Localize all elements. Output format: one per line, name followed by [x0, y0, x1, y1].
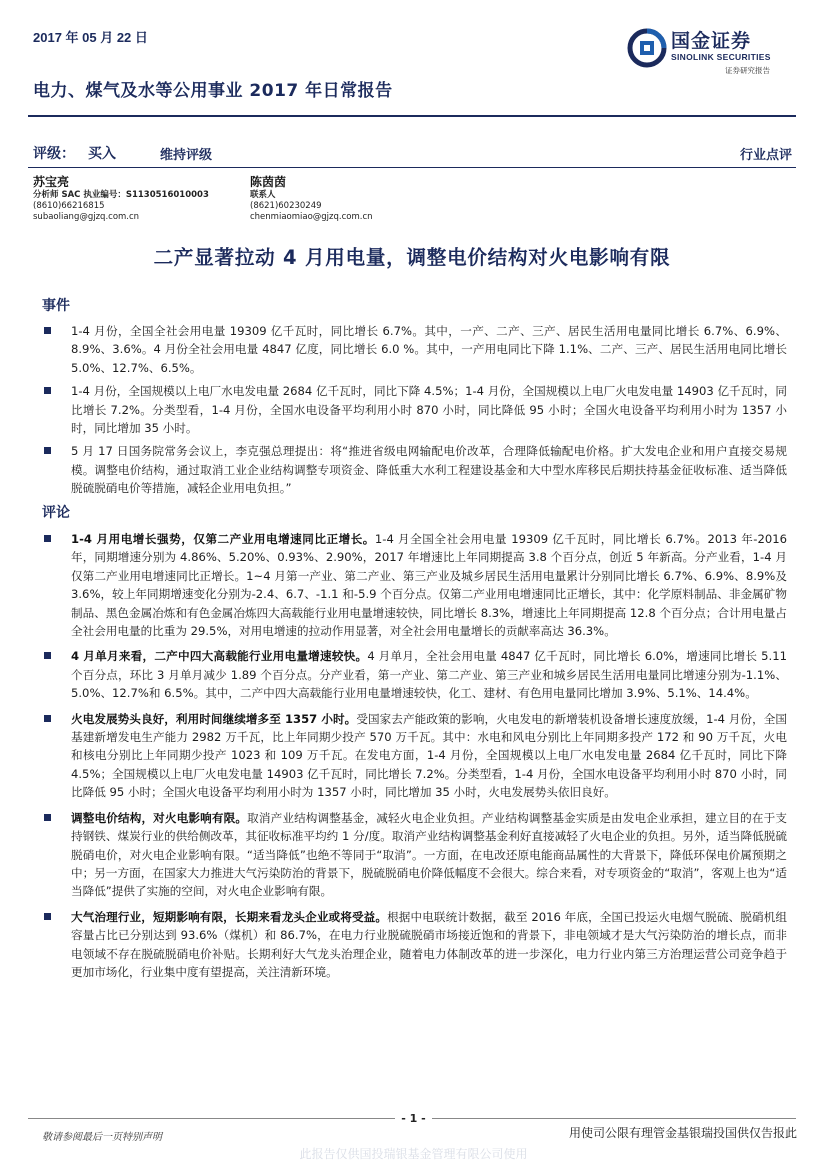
bullet-square-icon	[44, 814, 51, 821]
contact-email[interactable]: chenmiaomiao@gjzq.com.cn	[250, 212, 373, 222]
footer-usage-note: 用使司公限有理管金基银瑞投国供仅告报此	[568, 1126, 797, 1140]
report-type: 行业点评	[739, 148, 792, 163]
report-title: 电力、煤气及水等公用事业 2017 年日常报告	[33, 81, 393, 101]
list-item	[42, 647, 787, 702]
comments-list	[42, 530, 787, 981]
analyst-name: 苏宝亮	[33, 175, 70, 189]
analyst-email[interactable]: subaoliang@gjzq.com.cn	[33, 212, 140, 222]
list-item: 5 月 17 日国务院常务会议上，李克强总理提出：将“推进省级电网输配电价改革，合理降低输配电价格。扩大发电企业和用户直接交易规模。调整电价结构，通过取消工业企业结构调整专项资金、降低重大水利工程建设基金和大中型水库移民后期扶持基金征收标准、适当降低脱硫脱硝电价等措施，减轻企业用电负担。”	[42, 442, 787, 497]
list-item: 1-4 月份，全国规模以上电厂水电发电量 2684 亿千瓦时，同比下降 4.5%；1-4 月份，全国规模以上电厂火电发电量 14903 亿千瓦时，同比增长 7.2%。分类型看，1-4 月份，全国水电设备平均利用小时 870 小时，同比降低 95 小时；全国火电设备平均利用小时为 1357 小时，同比增加 35 小时。	[42, 382, 787, 437]
comments-heading: 评论	[42, 505, 70, 521]
rating-divider	[28, 167, 796, 168]
header-divider	[28, 115, 796, 117]
list-item: 1-4 月份，全国全社会用电量 19309 亿千瓦时，同比增长 6.7%。其中，一产、二产、三产、居民生活用电量同比增长 6.7%、6.9%、8.9%、3.6%。4 月份全社会用电量 4847 亿度，同比增长 6.0 %。其中，一产用电同比下降 1.1%、二产、三产、居民生活用电同比增长 5.0%、12.7%、6.5%。	[42, 322, 787, 377]
comment-body: 1-4 月全国全社会用电量 19309 亿千瓦时，同比增长 6.7%。2013 年-2016 年，同期增速分别为 4.86%、5.20%、0.93%、2.90%，2017 年增速比上年同期提高 3.8 个百分点，创近 5 年新高。分产业看，1-4 月仅第二产业用电增速同比正增长。1~4 月第一产业、第二产业、第三产业及城乡居民生活用电量累计分别同比增长 6.7%、6.9%、8.9%及 3.6%，较上年同期增速变化分别为-2.4、6.7、-1.1 和-5.9 个百分点。仅第二产业用电增速同比正增长，其中：化学原料制品、非金属矿物制品、黑色金属冶炼和有色金属冶炼四大高载能行业用电量增速较快，同比增长 8.3%，增速比上年同期提高 12.8 个百分点；合计用电量占全社会用电量的比重为 29.5%，对用电增速的拉动作用显著，对全社会用电量增长的贡献率高达 36.3%。	[71, 532, 787, 639]
contact-name: 陈茵茵	[250, 175, 287, 189]
comment-body: 取消产业结构调整基金，减轻火电企业负担。产业结构调整基金实质是由发电企业承担，建立目的在于支持钢铁、煤炭行业的供给侧改革，其征收标准平均约 1 分/度。取消产业结构调整基金利好直接减轻了火电企业的负担。另外，适当降低脱硫脱硝电价，对火电企业影响有限。“适当降低”也绝不等同于“取消”。一方面，在电改还原电能商品属性的大背景下，降低环保电价属预期之中；另一方面，在国家大力推进大气污染防治的背景下，脱硫脱硝电价降低幅度不会很大。综合来看，对专项资金的“取消”，客观上也为“适当降低”提供了实施的空间，对火电企业影响有限。	[71, 810, 787, 899]
contact-role: 联系人	[250, 190, 276, 200]
rating-value: 买入	[88, 146, 116, 162]
watermark: 此报告仅供国投瑞银基金管理有限公司使用	[299, 1147, 528, 1161]
comment-lead: 大气治理行业，短期影响有限，长期来看龙头企业或将受益。	[71, 909, 388, 924]
bullet-square-icon	[44, 715, 51, 722]
headline: 二产显著拉动 4 月用电量，调整电价结构对火电影响有限	[153, 246, 671, 269]
contact-card	[250, 174, 373, 223]
analyst-card	[33, 174, 209, 223]
rating-label: 评级：	[33, 146, 75, 162]
comment-body: 4 月单月，全社会用电量 4847 亿千瓦时，同比增长 6.0%，增速同比增长 5.11 个百分点，环比 3 月单月减少 1.89 个百分点。分产业看，第一产业、第二产业、第三产业和城乡居民生活用电量同比增速分别为-1.1%、5.0%、12.7%和 6.5%。其中，二产中四大高载能行业用电量增速较快，化工、建材、有色用电量同比增加 3.9%、5.1%、14.4%。	[71, 649, 787, 701]
comment-lead: 调整电价结构，对火电影响有限。	[71, 810, 248, 825]
report-date: 2017 年 05 月 22 日	[33, 30, 148, 45]
rating-bar	[28, 140, 796, 166]
page-number: - 1 -	[0, 1112, 827, 1125]
bullet-square-icon	[44, 913, 51, 920]
company-logo	[627, 22, 807, 82]
bullet-square-icon	[44, 447, 51, 454]
list-item	[42, 710, 787, 802]
bullet-square-icon	[44, 652, 51, 659]
bullet-square-icon	[44, 387, 51, 394]
events-heading: 事件	[42, 298, 70, 314]
list-item	[42, 530, 787, 640]
rating-action: 维持评级	[160, 148, 213, 163]
comment-body: 受国家去产能政策的影响，火电发电的新增装机设备增长速度放缓，1-4 月份，全国基建新增发电生产能力 2982 万千瓦，比上年同期少投产 570 万千瓦。其中：水电和风电分别比上年同期多投产 172 和 90 万千瓦，火电和核电分别比上年同期少投产 1023 和 109 万千瓦。在发电方面，1-4 月份，全国规模以上电厂水电发电量 2684 亿千瓦时，同比下降 4.5%；全国规模以上电厂火电发电量 14903 亿千瓦时，同比增长 7.2%。分类型看，1-4 月份，全国水电设备平均利用小时 870 小时，同比降低 95 小时；全国火电设备平均利用小时为 1357 小时，同比增加 35 小时，火电发展势头依旧良好。	[71, 711, 787, 800]
analyst-sac-id: 分析师 SAC 执业编号：S1130516010003	[33, 190, 209, 200]
comment-lead: 1-4 月用电增长强势，仅第二产业用电增速同比正增长。	[71, 532, 375, 546]
comment-lead: 火电发展势头良好，利用时间继续增多至 1357 小时。	[71, 711, 357, 726]
logo-mark-icon	[627, 28, 667, 68]
logo-cn-text: 国金证券	[671, 30, 752, 52]
list-item	[42, 809, 787, 901]
comment-lead: 4 月单月来看，二产中四大高载能行业用电量增速较快。	[71, 649, 368, 664]
events-list	[42, 322, 787, 498]
analyst-phone: (8610)66216815	[33, 201, 105, 211]
contact-phone: (8621)60230249	[250, 201, 322, 211]
list-item	[42, 908, 787, 982]
footer-disclaimer: 敬请参阅最后一页特别声明	[42, 1132, 162, 1143]
bullet-square-icon	[44, 327, 51, 334]
bullet-square-icon	[44, 535, 51, 542]
comment-body: 根据中电联统计数据，截至 2016 年底，全国已投运火电烟气脱硫、脱硝机组容量占比已分别达到 93.6%（煤机）和 86.7%，在电力行业脱硫脱硝市场接近饱和的背景下，非电领域才是大气污染防治的增长点，而非电领域不存在脱硫脱硝电价补贴。长期利好大气龙头治理企业，随着电力体制改革的进一步深化，电力行业内第三方治理运营公司竞争趋于更加市场化，行业集中度有望提高，关注清新环境。	[71, 909, 787, 979]
report-category-label: 证券研究报告	[725, 66, 770, 75]
logo-en-text: SINOLINK SECURITIES	[671, 52, 771, 62]
